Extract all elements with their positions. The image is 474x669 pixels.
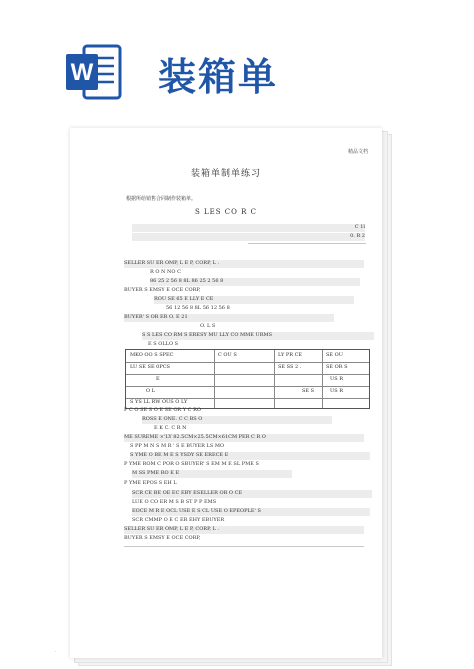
doc-line: R O N NO C	[150, 269, 181, 275]
address-line: 0. R 2	[132, 233, 365, 241]
doc-line: E K C. C R N	[154, 425, 187, 431]
table-cell: US R	[330, 388, 343, 394]
doc-line: SCR CE BE OE EC EBY ESELLER OR O CE	[132, 490, 372, 498]
doc-line: ME SUREME ×'LY 82.5CM×25.5CM×61CM PER C R O	[124, 434, 364, 442]
doc-line: M SS PME RO E E	[132, 470, 292, 478]
corner-tag: 精品文档	[347, 149, 368, 155]
table-cell: E	[156, 376, 160, 382]
document-title: 装箱单制单练习	[190, 169, 261, 179]
doc-line: P C O SE S O E SE OR Y C RO	[124, 407, 201, 413]
doc-line: P YME ROM C POR O SBUYER' S EM M E SL PME S	[124, 461, 259, 467]
document-page	[70, 128, 382, 658]
divider	[248, 243, 366, 244]
doc-line: P YME EPOS S EH L	[124, 480, 177, 486]
doc-line: O. L S	[200, 323, 216, 329]
doc-line: BUYER S EMSY E OCE CORP,	[124, 287, 201, 293]
doc-line: E S OLLO S	[148, 341, 179, 347]
address-line: C 1l	[132, 224, 365, 232]
table-header-cell: SE OU	[326, 352, 343, 358]
doc-line: ROSS E ONE. C C BS O	[142, 416, 332, 424]
doc-line: S S LES CO RM S ERESY MU LLY CO MME URMS	[142, 332, 374, 340]
goods-table	[125, 349, 370, 409]
table-header-cell: MKO OO S SPEC	[130, 352, 174, 358]
company-name: S LES CO R C	[195, 208, 257, 216]
doc-line: EOCE M R E OCL USE E S CL USE O EPEOPLE' S	[132, 508, 370, 516]
footer-mark: .	[55, 648, 57, 654]
table-cell: LU SE SE 0PCS	[130, 364, 170, 370]
doc-line: S YME O BE M E S YSDY SE ERECE E	[130, 452, 370, 460]
word-document-icon	[62, 40, 126, 104]
banner	[0, 0, 474, 120]
banner-title: 装箱单	[158, 55, 279, 99]
doc-line: LUE O CO ER M S B ST P P EMS	[132, 499, 217, 505]
doc-line: S PP M N S M R ' S E BUYER LS MO	[130, 443, 225, 449]
doc-line: SCR CMMP O E C ER EHY EBUYER	[132, 517, 225, 523]
doc-line: BUYER' S OR ER O. E 21	[124, 314, 334, 322]
intro-text: 根据所给销售合同制作装箱单。	[126, 196, 197, 202]
divider	[124, 546, 364, 547]
doc-line: 56 12 56 8 8L 56 12 56 8	[166, 305, 230, 311]
table-cell: O L	[146, 388, 156, 394]
table-cell: SE OR S	[326, 364, 348, 370]
table-header-cell: C OU S	[218, 352, 237, 358]
logo-letter: W	[70, 59, 94, 86]
table-total: S YS LL RW OUS O LY	[130, 399, 188, 405]
table-header-cell: LY PR CE	[278, 352, 303, 358]
table-cell: SE S	[302, 388, 315, 394]
doc-line: BUYER S EMSY E OCE CORP,	[124, 535, 201, 541]
table-cell: US R	[330, 376, 343, 382]
doc-line: SELLER SU ER OMP, L E P, CORP, L .	[124, 526, 364, 534]
table-cell: SE SS 2 .	[278, 364, 302, 370]
doc-line: SELLER SU ER OMP, L E P, CORP, L .	[124, 260, 364, 268]
doc-line: ROU SE 65 E LLY E CE	[154, 296, 354, 304]
doc-line: 86 25 2 56 8 8L 86 25 2 56 8	[150, 278, 360, 286]
